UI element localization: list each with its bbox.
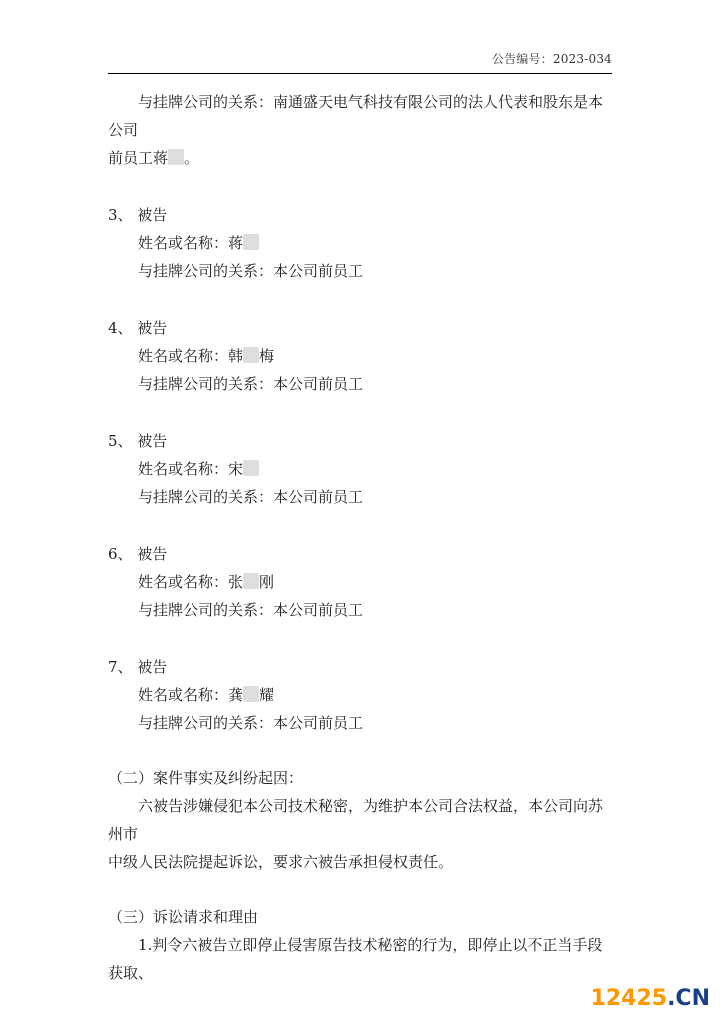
defendant-7 xyxy=(108,653,612,737)
defendant-4 xyxy=(108,314,612,398)
defendant-name xyxy=(108,455,612,483)
intro-relation-line2-suffix: 。 xyxy=(184,149,200,167)
claim-item: 1.判令六被告立即停止侵害原告技术秘密的行为，即停止以不正当手段获取、 xyxy=(108,936,603,982)
redaction-mask xyxy=(243,234,259,250)
defendant-name-prefix: 姓名或名称：宋 xyxy=(138,460,244,478)
defendant-header: 5、 被告 xyxy=(108,432,168,450)
section-title: （二）案件事实及纠纷起因： xyxy=(108,769,304,787)
defendant-name-suffix: 耀 xyxy=(259,686,275,704)
intro-relation-line2-prefix: 前员工蒋 xyxy=(108,149,169,167)
defendant-relation: 与挂牌公司的关系：本公司前员工 xyxy=(138,262,364,280)
defendant-header: 7、 被告 xyxy=(108,658,168,676)
defendant-6 xyxy=(108,540,612,624)
intro-relation-line1: 与挂牌公司的关系：南通盛天电气科技有限公司的法人代表和股东是本公司 xyxy=(108,93,604,139)
defendant-name-prefix: 姓名或名称：蒋 xyxy=(138,234,244,252)
redaction-mask xyxy=(243,686,259,702)
defendant-relation: 与挂牌公司的关系：本公司前员工 xyxy=(138,375,364,393)
defendant-name-suffix: 梅 xyxy=(259,347,275,365)
defendant-5 xyxy=(108,427,612,511)
section-case-facts xyxy=(108,764,612,876)
defendant-header: 3、 被告 xyxy=(108,206,168,224)
defendant-header: 6、 被告 xyxy=(108,545,168,563)
section-text-line: 中级人民法院提起诉讼，要求六被告承担侵权责任。 xyxy=(108,853,454,871)
defendant-relation: 与挂牌公司的关系：本公司前员工 xyxy=(138,601,364,619)
redaction-mask xyxy=(168,149,184,165)
defendant-name xyxy=(108,342,612,370)
defendant-name-prefix: 姓名或名称：张 xyxy=(138,573,244,591)
defendant-name xyxy=(108,568,612,596)
header-rule xyxy=(108,73,612,74)
defendant-name xyxy=(108,681,612,709)
defendant-relation: 与挂牌公司的关系：本公司前员工 xyxy=(138,488,364,506)
section-title: （三）诉讼请求和理由 xyxy=(108,908,259,926)
document-body xyxy=(108,88,612,987)
defendant-name xyxy=(108,229,612,257)
defendant-name-prefix: 姓名或名称：韩 xyxy=(138,347,244,365)
defendant-name-prefix: 姓名或名称：龚 xyxy=(138,686,244,704)
watermark-number: 12425 xyxy=(590,986,668,1011)
watermark-suffix: .CN xyxy=(667,986,710,1011)
redaction-mask xyxy=(243,460,259,476)
section-text-line: 六被告涉嫌侵犯本公司技术秘密，为维护本公司合法权益，本公司向苏州市 xyxy=(108,797,604,843)
site-watermark xyxy=(591,986,710,1011)
defendant-relation: 与挂牌公司的关系：本公司前员工 xyxy=(138,714,364,732)
redaction-mask xyxy=(243,347,259,363)
announcement-number: 公告编号：2023-034 xyxy=(491,52,612,66)
redaction-mask xyxy=(243,573,259,589)
section-claims xyxy=(108,903,612,987)
defendant-name-suffix: 刚 xyxy=(259,573,275,591)
defendant-header: 4、 被告 xyxy=(108,319,168,337)
intro-relation-line2 xyxy=(108,144,612,172)
defendant-3 xyxy=(108,201,612,285)
